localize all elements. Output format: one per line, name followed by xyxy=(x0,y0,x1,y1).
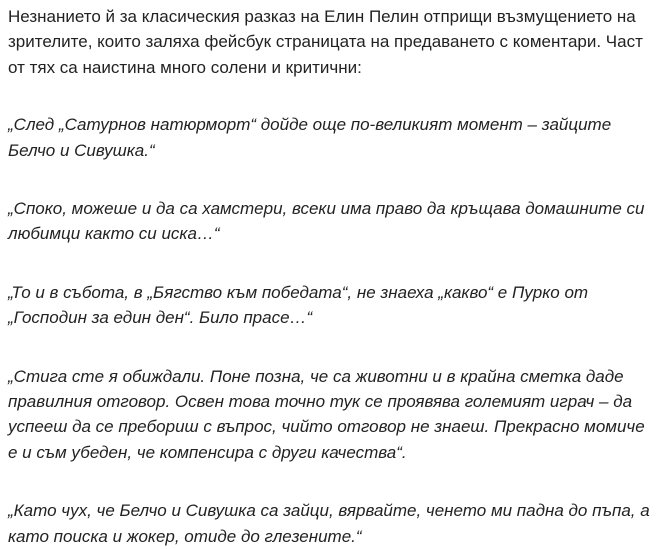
viewer-comment-4: „Стига сте я обиждали. Поне позна, че са животни и в крайна сметка даде правилния отговор. Освен това точно тук се проявява големият играч – да успееш да се пребориш с въпрос, чийто отговор не знаеш. Прекрасно момиче е и съм убеден, че компенсира с други качества“. xyxy=(8,366,645,462)
article-body xyxy=(8,4,658,549)
viewer-comment-2: „Споко, можеше и да са хамстери, всеки има право да кръщава домашните си любимци както си иска…“ xyxy=(8,199,645,244)
intro-paragraph: Незнанието й за класическия разказ на Елин Пелин отприщи възмущението на зрителите, които заляха фейсбук страницата на предаването с коментари. Част от тях са наистина много солени и критични: xyxy=(8,7,643,77)
viewer-comment-5: „Като чух, че Белчо и Сивушка са зайци, вярвайте, ченето ми падна до пъпа, а като поиска и жокер, отиде до глезените.“ xyxy=(8,501,650,546)
viewer-comment-3: „То и в събота, в „Бягство към победата“, не знаеха „какво“ е Пурко от „Господин за един ден“. Било прасе…“ xyxy=(8,282,589,328)
viewer-comment-1: „След „Сатурнов натюрморт“ дойде още по-великият момент – зайците Белчо и Сивушка.“ xyxy=(8,115,612,160)
